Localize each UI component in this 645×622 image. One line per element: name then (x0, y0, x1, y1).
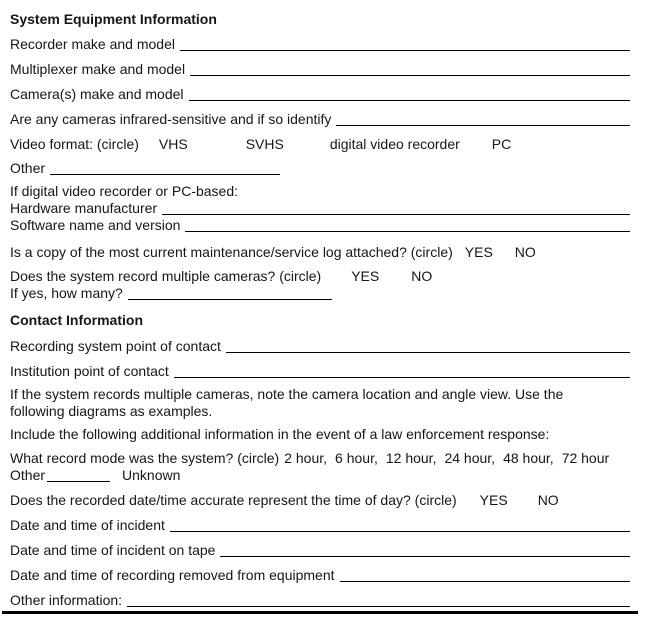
option-24-hour[interactable]: 24 hour, (444, 450, 496, 466)
datetime-accuracy-yes-option[interactable]: YES (479, 492, 508, 508)
software-name-version-label: Software name and version (10, 217, 181, 233)
infrared-field[interactable] (336, 125, 630, 126)
incident-tape-datetime-field[interactable] (220, 556, 630, 557)
video-format-other-row (10, 160, 630, 177)
option-pc[interactable]: PC (491, 136, 512, 152)
recording-poc-field[interactable] (226, 352, 630, 353)
record-mode-row (10, 450, 630, 467)
record-mode-other-field[interactable] (47, 481, 110, 482)
recording-removed-datetime-row (10, 567, 630, 584)
recording-poc-label: Recording system point of contact (10, 338, 221, 354)
recording-poc-row (10, 338, 630, 355)
option-72-hour[interactable]: 72 hour (561, 450, 610, 466)
institution-poc-label: Institution point of contact (10, 363, 169, 379)
incident-datetime-label: Date and time of incident (10, 517, 165, 533)
option-2-hour[interactable]: 2 hour, (284, 450, 328, 466)
multiplexer-make-model-label: Multiplexer make and model (10, 61, 186, 77)
software-name-version-field[interactable] (185, 231, 630, 232)
other-information-label: Other information: (10, 592, 123, 608)
video-format-other-label: Other (10, 160, 46, 176)
recorder-make-model-row (10, 36, 630, 53)
other-information-field[interactable] (127, 606, 630, 607)
maintenance-log-question: Is a copy of the most current maintenance/service log attached? (circle) (10, 244, 453, 260)
maintenance-log-yes-option[interactable]: YES (464, 244, 493, 260)
hardware-manufacturer-row (10, 200, 630, 217)
recording-removed-datetime-field[interactable] (340, 581, 631, 582)
maintenance-log-row (10, 244, 630, 261)
other-information-row (10, 592, 630, 609)
option-48-hour[interactable]: 48 hour, (503, 450, 554, 466)
datetime-accuracy-question: Does the recorded date/time accurate represent the time of day? (circle) (10, 492, 457, 508)
camera-location-note: If the system records multiple cameras, note the camera location and angle view. Use the following diagrams as examples. (10, 386, 564, 419)
video-format-other-field[interactable] (50, 174, 280, 175)
option-6-hour[interactable]: 6 hour, (335, 450, 378, 466)
multiple-cameras-question: Does the system record multiple cameras? (circle) (10, 268, 322, 284)
cameras-make-model-label: Camera(s) make and model (10, 86, 184, 102)
option-digital-video-recorder[interactable]: digital video recorder (329, 136, 460, 152)
option-vhs[interactable]: VHS (158, 136, 188, 152)
cameras-make-model-row (10, 86, 630, 103)
option-svhs[interactable]: SVHS (245, 136, 284, 152)
infrared-label: Are any cameras infrared-sensitive and if so identify (10, 111, 332, 127)
datetime-accuracy-no-option[interactable]: NO (537, 492, 559, 508)
incident-datetime-row (10, 517, 630, 534)
recorder-make-model-label: Recorder make and model (10, 36, 175, 52)
law-enforcement-note: Include the following additional information in the event of a law enforcement response: (10, 426, 550, 442)
video-format-label: Video format: (circle) (10, 136, 139, 152)
hardware-manufacturer-label: Hardware manufacturer (10, 200, 158, 216)
video-format-row (10, 136, 630, 153)
incident-tape-datetime-row (10, 542, 630, 559)
section-title-equipment: System Equipment Information (10, 11, 217, 27)
how-many-row (10, 285, 630, 302)
datetime-accuracy-row (10, 492, 630, 509)
record-mode-other-label: Other (10, 467, 46, 483)
how-many-label: If yes, how many? (10, 285, 123, 301)
multiplexer-make-model-field[interactable] (190, 75, 630, 76)
incident-datetime-field[interactable] (170, 531, 630, 532)
bottom-rule (2, 611, 638, 614)
multiple-cameras-yes-option[interactable]: YES (351, 268, 380, 284)
maintenance-log-no-option[interactable]: NO (514, 244, 536, 260)
multiplexer-make-model-row (10, 61, 630, 78)
option-12-hour[interactable]: 12 hour, (385, 450, 437, 466)
institution-poc-field[interactable] (174, 377, 630, 378)
option-unknown[interactable]: Unknown (122, 467, 181, 483)
hardware-manufacturer-field[interactable] (162, 214, 630, 215)
recorder-make-model-field[interactable] (180, 50, 630, 51)
record-mode-question: What record mode was the system? (circle) (10, 450, 280, 466)
multiple-cameras-row (10, 268, 630, 285)
institution-poc-row (10, 363, 630, 380)
how-many-field[interactable] (128, 299, 332, 300)
record-mode-other-row (10, 467, 630, 484)
recording-removed-datetime-label: Date and time of recording removed from equipment (10, 567, 335, 583)
incident-tape-datetime-label: Date and time of incident on tape (10, 542, 216, 558)
cameras-make-model-field[interactable] (189, 100, 630, 101)
digital-note-label: If digital video recorder or PC-based: (10, 183, 238, 199)
digital-note-row (10, 183, 630, 200)
section-title-contact: Contact Information (10, 312, 143, 328)
infrared-row (10, 111, 630, 128)
software-name-version-row (10, 217, 630, 234)
multiple-cameras-no-option[interactable]: NO (411, 268, 433, 284)
